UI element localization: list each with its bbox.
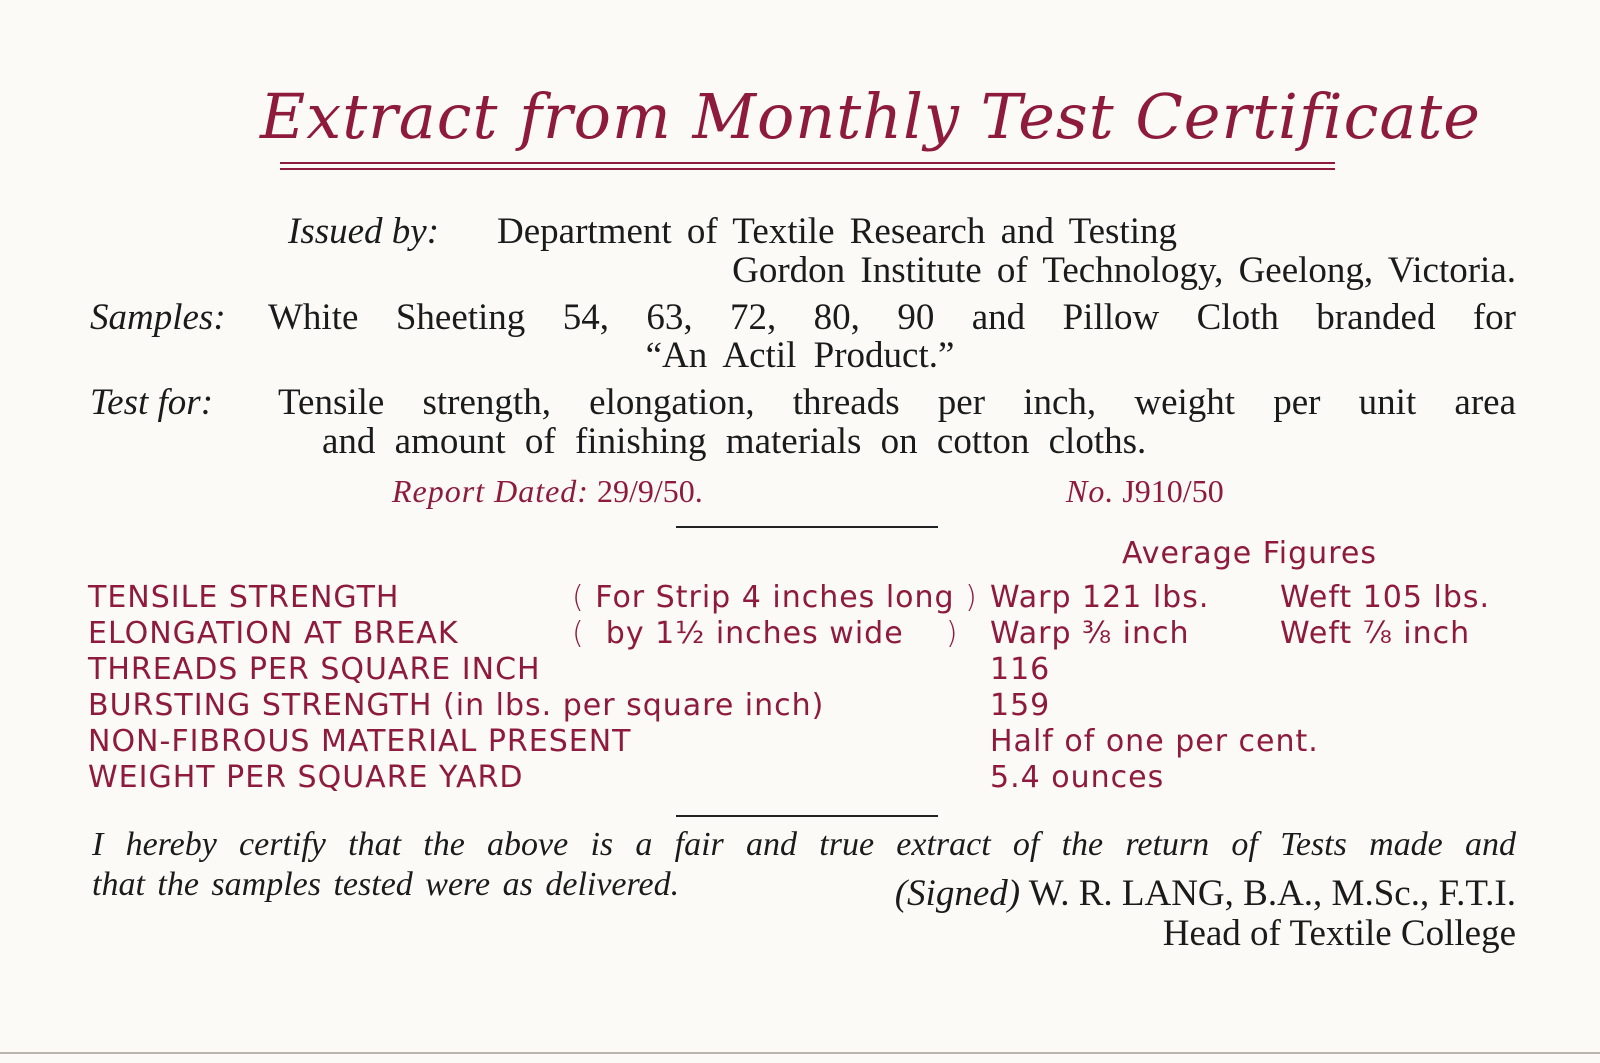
test-for-line-2: and amount of finishing materials on cotton cloths.	[322, 421, 1147, 462]
signature-line	[895, 872, 1516, 915]
divider-bottom	[676, 815, 938, 817]
elongation-warp-value: Warp ⅜ inch	[990, 616, 1190, 651]
divider-top	[676, 526, 938, 528]
row-label-threads: THREADS PER SQUARE INCH	[88, 652, 541, 687]
certification-line-2: that the samples tested were as delivered.	[92, 866, 680, 903]
report-date-label: Report Dated:	[392, 473, 589, 509]
report-number	[1066, 473, 1224, 510]
certification-line-1: I hereby certify that the above is a fair and true extract of the return of Tests made and	[92, 826, 1516, 863]
report-number-label: No.	[1066, 473, 1115, 509]
row-label-weight: WEIGHT PER SQUARE YARD	[88, 760, 524, 795]
issued-by-line-2: Gordon Institute of Technology, Geelong, Victoria.	[732, 250, 1516, 291]
title-underline-second	[280, 168, 1335, 170]
row-label-non-fibrous: NON-FIBROUS MATERIAL PRESENT	[88, 724, 632, 759]
row-label-bursting-strength: BURSTING STRENGTH (in lbs. per square inch)	[88, 688, 825, 723]
samples-line-2: “An Actil Product.”	[645, 335, 955, 376]
samples-line-1: White Sheeting 54, 63, 72, 80, 90 and Pillow Cloth branded for	[268, 297, 1516, 338]
report-date	[392, 473, 703, 510]
bursting-strength-value: 159	[990, 688, 1051, 723]
samples-label: Samples:	[90, 297, 226, 338]
title-underline	[280, 162, 1335, 164]
strip-note-line-1: ( For Strip 4 inches long )	[572, 580, 978, 615]
row-label-elongation: ELONGATION AT BREAK	[88, 616, 459, 651]
elongation-weft-value: Weft ⅞ inch	[1280, 616, 1471, 651]
strip-note-line-2: ( by 1½ inches wide )	[572, 616, 959, 651]
row-label-tensile-strength: TENSILE STRENGTH	[88, 580, 400, 615]
test-for-label: Test for:	[90, 382, 214, 423]
signed-label: (Signed)	[894, 873, 1021, 914]
tensile-warp-value: Warp 121 lbs.	[990, 580, 1210, 615]
report-date-value: 29/9/50.	[596, 473, 703, 509]
issued-by-line-1: Department of Textile Research and Testing	[497, 211, 1177, 252]
certificate-title: Extract from Monthly Test Certificate	[260, 80, 1481, 153]
report-number-value: J910/50	[1122, 473, 1224, 509]
weight-value: 5.4 ounces	[990, 760, 1165, 795]
tensile-weft-value: Weft 105 lbs.	[1280, 580, 1491, 615]
issued-by-label: Issued by:	[288, 211, 440, 252]
test-for-line-1: Tensile strength, elongation, threads per inch, weight per unit area	[278, 382, 1516, 423]
card-bottom-edge	[0, 1052, 1600, 1054]
signatory-name: W. R. LANG, B.A., M.Sc., F.T.I.	[1028, 873, 1516, 914]
threads-value: 116	[990, 652, 1051, 687]
non-fibrous-value: Half of one per cent.	[990, 724, 1319, 759]
signatory-position: Head of Textile College	[1162, 913, 1516, 954]
average-figures-heading: Average Figures	[1122, 536, 1377, 571]
